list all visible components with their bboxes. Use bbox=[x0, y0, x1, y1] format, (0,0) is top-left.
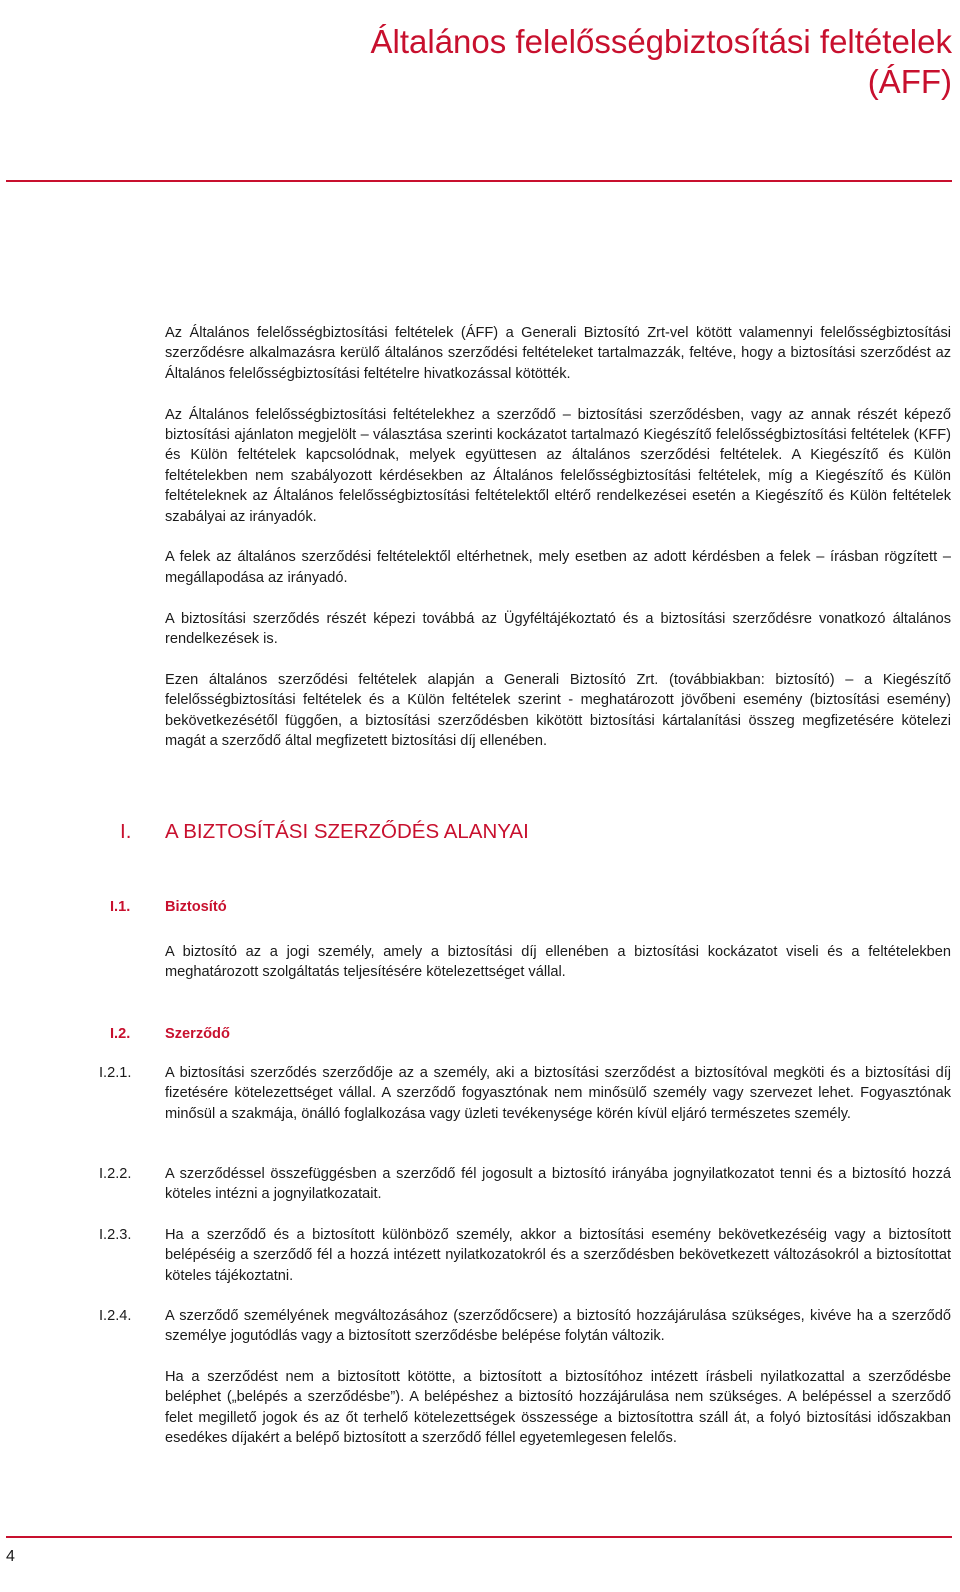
title-line-1: Általános felelősségbiztosítási feltételek bbox=[370, 23, 952, 60]
item-number: I.2.3. bbox=[99, 1227, 132, 1243]
item-text: A szerződéssel összefüggésben a szerződő fél jogosult a biztosító irányába jognyilatkozatot tenni és a biztosító hozzá köteles intézni a jognyilatkozatait. bbox=[165, 1166, 951, 1203]
item-text: Ha a szerződő és a biztosított különböző személy, akkor a biztosítási esemény bekövetkezéséig vagy a biztosított belépéséig a szerződő fél a hozzá intézett nyilatkozatokról és a szerződésben bekövetkezett változásokról a biztosítottat köteles tájékoztatni. bbox=[165, 1227, 951, 1284]
document-title bbox=[152, 22, 952, 102]
subsection-number: I.2. bbox=[110, 1026, 131, 1042]
subsection-title: Biztosító bbox=[165, 899, 227, 915]
intro-section bbox=[165, 323, 951, 772]
item-text: A biztosítási szerződés szerződője az a személy, aki a biztosítási szerződést a biztosítóval megköti és a biztosítási díj fizetésére kötelezettséget vállal. A szerződő fogyasztónak nem minősülő személy vagy szervezet lehet. Fogyasztónak minősül a szakmája, önálló foglalkozása vagy üzleti tevékenysége körén kívül eljáró természetes személy. bbox=[165, 1065, 951, 1122]
subsection-number: I.1. bbox=[110, 899, 131, 915]
item-number: I.2.1. bbox=[99, 1065, 132, 1081]
intro-paragraph: Az Általános felelősségbiztosítási feltételek (ÁFF) a Generali Biztosító Zrt-vel kötött valamennyi felelősségbiztosítási szerződésre alkalmazásra kerülő általános szerződési feltételeket tartalmazzák, feltéve, hogy a biztosítási szerződést az Általános felelősségbiztosítási feltételre hivatkozással kötötték. bbox=[165, 325, 951, 382]
intro-paragraph: A felek az általános szerződési feltételektől eltérhetnek, mely esetben az adott kérdésben a felek – írásban rögzített – megállapodása az irányadó. bbox=[165, 549, 951, 586]
intro-paragraph: Az Általános felelősségbiztosítási feltételekhez a szerződő – biztosítási szerződésben, vagy az annak részét képező biztosítási ajánlaton megjelölt – választása szerinti kockázatot tartalmazó Kiegészítő felelősségbiztosítási feltételek (KFF) és Külön feltételek kapcsolódnak, melyek együttesen az általános szerződési feltételek. A Kiegészítő és Külön feltételekben nem szabályozott kérdésekben az Általános felelősségbiztosítási feltételek, míg a Kiegészítő és Külön feltételeknek az Általános felelősségbiztosítási feltételektől eltérő rendelkezései esetén a Kiegészítő és Külön feltételek szabályai az irányadók. bbox=[165, 406, 951, 525]
item-number: I.2.2. bbox=[99, 1166, 132, 1182]
subsection-title: Szerződő bbox=[165, 1026, 230, 1042]
bottom-divider bbox=[6, 1536, 952, 1538]
section-title: A BIZTOSÍTÁSI SZERZŐDÉS ALANYAI bbox=[165, 820, 529, 843]
item-number: I.2.4. bbox=[99, 1308, 132, 1324]
section-number: I. bbox=[120, 820, 132, 843]
paragraph: Ha a szerződést nem a biztosított kötötte, a biztosított a biztosítóhoz intézett írásbeli nyilatkozattal a szerződésbe beléphet („belépés a szerződésbe”). A belépéshez a biztosító hozzájárulása nem szükséges. A belépéssel a szerződő felet megillető jogok és az őt terhelő kötelezettségek összessége a biztosítottra száll át, a folyó biztosítási időszakban esedékes díjakért a belépő biztosított a szerződő féllel egyetemlegesen felelős. bbox=[165, 1369, 951, 1447]
title-line-2: (ÁFF) bbox=[867, 63, 952, 100]
intro-paragraph: A biztosítási szerződés részét képezi továbbá az Ügyféltájékoztató és a biztosítási szerződésre vonatkozó általános rendelkezések is. bbox=[165, 610, 951, 648]
paragraph: A biztosító az a jogi személy, amely a biztosítási díj ellenében a biztosítási kockázatot viseli és a feltételekben meghatározott szolgáltatás teljesítésére kötelezettséget vállal. bbox=[165, 944, 951, 981]
intro-paragraph: Ezen általános szerződési feltételek alapján a Generali Biztosító Zrt. (továbbiakban: biztosító) – a Kiegészítő felelősségbiztosítási feltételek és a Külön feltételek szerint - meghatározott jövőbeni esemény (biztosítási esemény) bekövetkezésétől függően, a biztosítási szerződésben kikötött biztosítási kártalanítási összeg megfizetésére kötelezi magát a szerződő által megfizetett biztosítási díj ellenében. bbox=[165, 671, 951, 750]
top-divider bbox=[6, 180, 952, 182]
page-number: 4 bbox=[6, 1548, 15, 1565]
section-heading bbox=[120, 820, 920, 844]
item-text: A szerződő személyének megváltozásához (szerződőcsere) a biztosító hozzájárulása szükséges, kivéve ha a szerződő személye jogutódlás vagy a biztosított szerződésbe belépése folytán változik. bbox=[165, 1308, 951, 1345]
